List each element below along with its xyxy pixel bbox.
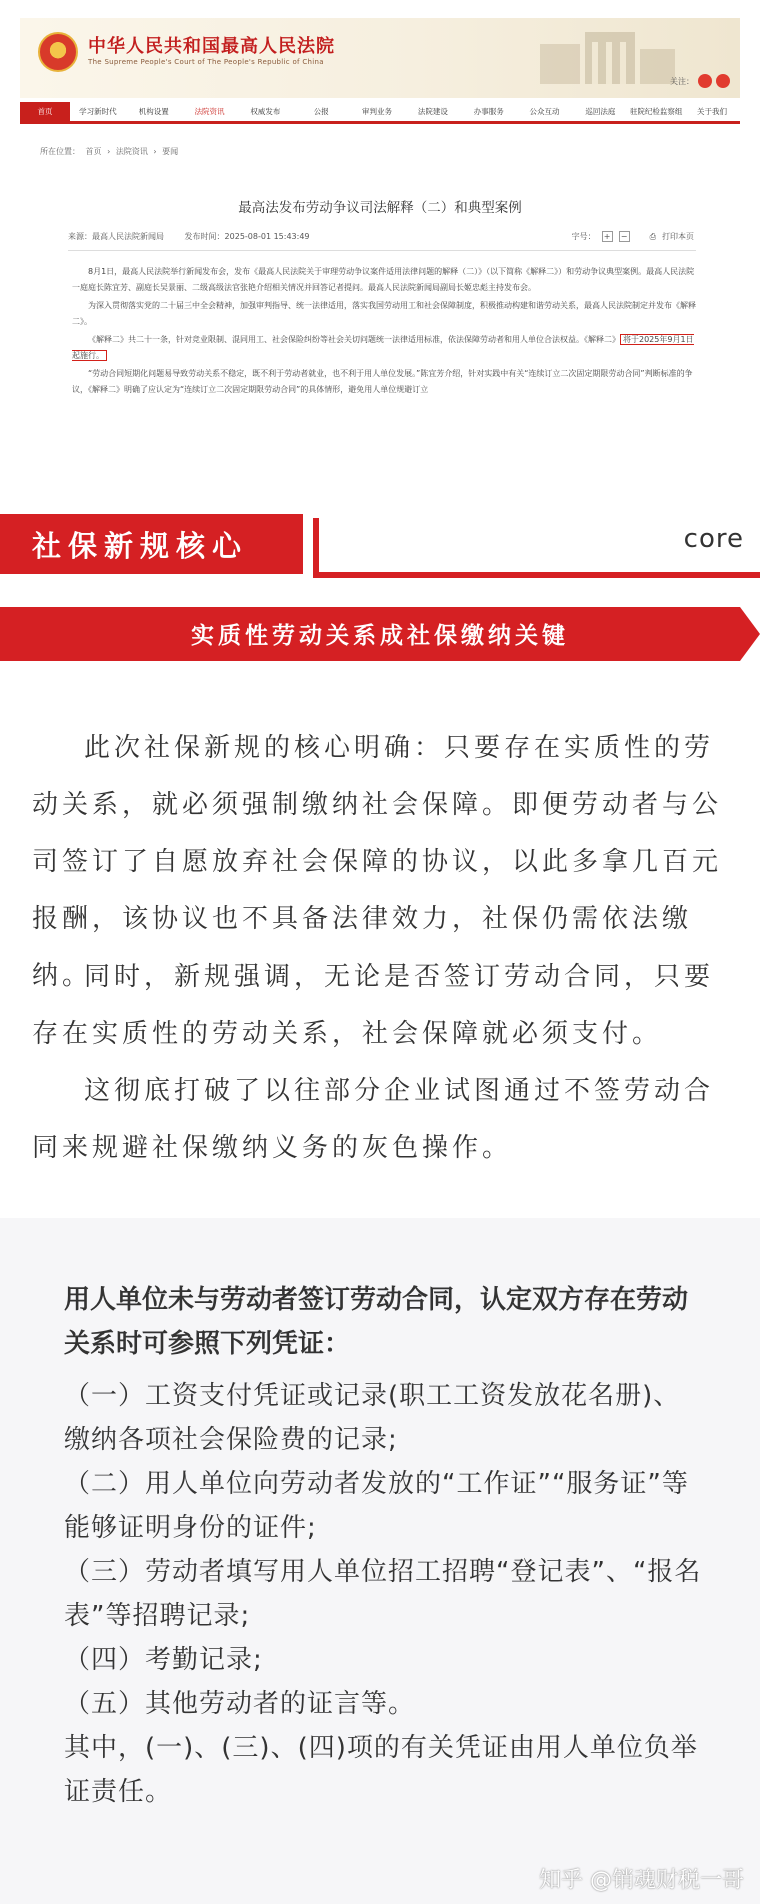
weibo-icon[interactable] [698, 74, 712, 88]
nav-item-about[interactable]: 关于我们 [697, 107, 728, 116]
nav-item-services[interactable]: 办事服务 [473, 107, 504, 116]
article-body [72, 264, 696, 400]
article-title: 最高法发布劳动争议司法解释（二）和典型案例 [238, 200, 522, 216]
nav-item-releases[interactable]: 权威发布 [250, 107, 281, 116]
list-item: （三）劳动者填写用人单位招工招聘“登记表”、“报名表”等招聘记录; [64, 1557, 702, 1631]
list-item: （二）用人单位向劳动者发放的“工作证”“服务证”等能够证明身份的证件; [64, 1469, 689, 1543]
nav-item-trial[interactable]: 审判业务 [362, 107, 393, 116]
follow-area [670, 74, 730, 88]
article-meta [68, 231, 328, 242]
follow-label: 关注： [670, 76, 694, 86]
article-paragraph: “劳动合同短期化问题易导致劳动关系不稳定，既不利于劳动者就业，也不利于用人单位发展。”陈宜芳介绍，针对实践中有关“连续订立二次固定期限劳动合同”判断标准的争议，《解释二》明确了应认定为“连续订立二次固定期限劳动合同”的具体情形，避免用人单位规避订立 [72, 369, 693, 394]
wechat-icon[interactable] [716, 74, 730, 88]
list-item: （四）考勤记录; [64, 1645, 263, 1675]
body-paragraph: 此次社保新规的核心明确：只要存在实质性的劳动关系，就必须强制缴纳社会保障。即便劳动者与公司签订了自愿放弃社会保障的协议，以此多拿几百元报酬，该协议也不具备法律效力，社保仍需依法缴纳。 [32, 733, 723, 991]
article-divider [68, 250, 696, 251]
font-size-label: 字号： [571, 232, 596, 241]
list-item: 其中，(一)、(三)、(四)项的有关凭证由用人单位负举证责任。 [64, 1733, 698, 1807]
article-paragraph: 为深入贯彻落实党的二十届三中全会精神，加强审判指导、统一法律适用，落实我国劳动用工和社会保障制度，积极推动构建和谐劳动关系，最高人民法院制定并发布《解释二》。 [72, 301, 696, 326]
breadcrumb-news[interactable]: 法院资讯 [115, 147, 148, 156]
nav-item-organization[interactable]: 机构设置 [138, 107, 169, 116]
nav-item-gazette[interactable]: 公报 [313, 107, 329, 116]
court-website-screenshot [20, 18, 740, 446]
effective-date-highlight: 将于2025年9月1日起施行。 [72, 335, 694, 360]
font-decrease-button[interactable]: − [619, 231, 630, 242]
font-increase-button[interactable]: + [602, 231, 613, 242]
nav-item-inspection[interactable]: 驻院纪检监察组 [629, 107, 683, 116]
nav-item-circuit[interactable]: 巡回法庭 [585, 107, 616, 116]
zhihu-watermark: 知乎 @销魂财税一哥 [539, 1868, 744, 1893]
evidence-list [64, 1374, 704, 1814]
nav-item-construction[interactable]: 法院建设 [417, 107, 448, 116]
article-time: 发布时间：2025-08-01 15:43:49 [184, 232, 310, 241]
article-tools [572, 231, 694, 242]
section-divider-horizontal [313, 572, 760, 578]
breadcrumb-sep: › [107, 147, 111, 156]
print-link[interactable]: 打印本页 [662, 232, 694, 241]
nav-item-home[interactable]: 首页 [20, 102, 70, 121]
breadcrumb-label: 所在位置： [40, 147, 80, 156]
section-divider-vertical [313, 518, 319, 578]
building-illustration [530, 24, 680, 84]
nav-item-interaction[interactable]: 公众互动 [529, 107, 560, 116]
court-site-title: 中华人民共和国最高人民法院 [88, 36, 335, 57]
court-header [20, 18, 740, 98]
list-item: （一）工资支付凭证或记录(职工工资发放花名册)、缴纳各项社会保险费的记录; [64, 1381, 681, 1455]
body-paragraph: 这彻底打破了以往部分企业试图通过不签劳动合同来规避社保缴纳义务的灰色操作。 [32, 1076, 715, 1163]
nav-item-court-news[interactable]: 法院资讯 [194, 107, 225, 116]
court-nav [20, 102, 740, 124]
breadcrumb-sep: › [153, 147, 157, 156]
print-icon[interactable]: ⎙ [649, 231, 656, 241]
body-paragraph: 同时，新规强调，无论是否签订劳动合同，只要存在实质性的劳动关系，社会保障就必须支付。 [32, 962, 715, 1049]
national-emblem-icon [38, 32, 78, 72]
article-text: 《解释二》共二十一条，针对竞业限制、混同用工、社会保险纠纷等社会关切问题统一法律适用标准，依法保障劳动者和用人单位合法权益。《解释二》 [88, 335, 620, 344]
list-item: （五）其他劳动者的证言等。 [64, 1689, 416, 1719]
breadcrumb-headlines[interactable]: 要闻 [162, 147, 179, 156]
subtitle-banner-text: 实质性劳动关系成社保缴纳关键 [191, 623, 569, 649]
section-title: 社保新规核心 [32, 529, 249, 563]
section-tag: core [683, 524, 744, 554]
breadcrumb-home[interactable]: 首页 [85, 147, 102, 156]
info-box-heading: 用人单位未与劳动者签订劳动合同，认定双方存在劳动关系时可参照下列凭证： [64, 1285, 689, 1359]
article-source: 来源：最高人民法院新闻局 [68, 232, 164, 241]
article-paragraph [72, 332, 696, 364]
nav-item-study[interactable]: 学习新时代 [79, 107, 117, 116]
article-paragraph: 8月1日，最高人民法院举行新闻发布会，发布《最高人民法院关于审理劳动争议案件适用法律问题的解释（二）》（以下简称《解释二》）和劳动争议典型案例。最高人民法院一庭庭长陈宜芳、副庭长吴景丽、二级高级法官张艳介绍相关情况并回答记者提问。最高人民法院新闻局副局长姬忠彪主持发布会。 [72, 267, 695, 292]
breadcrumb [40, 146, 181, 157]
court-site-subtitle: The Supreme People's Court of The People's Republic of China [88, 58, 324, 66]
